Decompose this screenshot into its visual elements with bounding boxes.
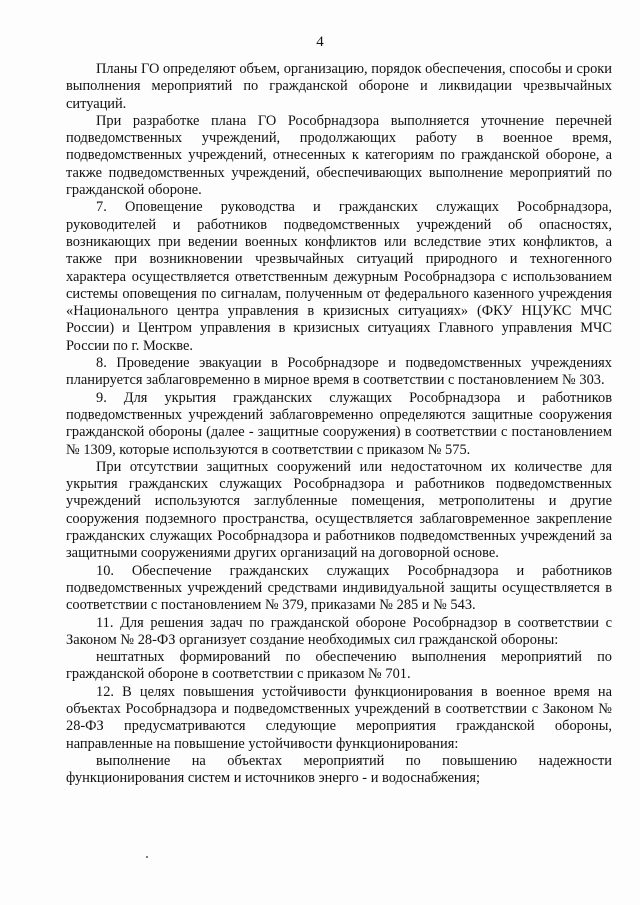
document-body <box>66 61 612 787</box>
paragraph-8-evacuation: 8. Проведение эвакуации в Рособрнадзоре и подведомственных учреждениях планируется заблаговременно в мирное время в соответствии с постановлением № 303. <box>66 355 612 389</box>
scan-speck <box>146 856 148 858</box>
paragraph-12-stability: 12. В целях повышения устойчивости функционирования в военное время на объектах Рособрнадзора и подведомственных учреждений в соответствии с Законом № 28-ФЗ предусматриваются следующие мероприятия гражданской обороны, направленные на повышение устойчивости функционирования: <box>66 683 612 752</box>
paragraph-go-plans: Планы ГО определяют объем, организацию, порядок обеспечения, способы и сроки выполнения мероприятий по гражданской обороне и ликвидации чрезвычайных ситуаций. <box>66 61 612 112</box>
paragraph-11-forces: 11. Для решения задач по гражданской обороне Рособрнадзор в соответствии с Законом № 28-ФЗ организует создание необходимых сил гражданской обороны: <box>66 614 612 648</box>
paragraph-9-shelters: 9. Для укрытия гражданских служащих Рособрнадзора и работников подведомственных учреждений заблаговременно определяются защитные сооружения гражданской обороны (далее - защитные сооружения) в соответствии с постановлением № 1309, которые используются в соответствии с приказом № 575. <box>66 389 612 458</box>
paragraph-10-protection: 10. Обеспечение гражданских служащих Рособрнадзора и работников подведомственных учреждений средствами индивидуальной защиты осуществляется в соответствии с постановлением № 379, приказами № 285 и № 543. <box>66 562 612 614</box>
page-number: 4 <box>316 34 324 50</box>
paragraph-7-notification: 7. Оповещение руководства и гражданских служащих Рособрнадзора, руководителей и работников подведомственных учреждений об опасностях, возникающих при ведении военных конфликтов или вследствие этих конфликтов, а также при возникновении чрезвычайных ситуаций природного и техногенного характера осуществляется ответственным дежурным Рособрнадзора с использованием системы оповещения по сигналам, полученным от федерального казенного учреждения «Национального центра управления в кризисных ситуациях» (ФКУ НЦУКС МЧС России) и Центром управления в кризисных ситуациях Главного управления МЧС России по г. Москве. <box>66 199 612 354</box>
paragraph-plan-development: При разработке плана ГО Рособрнадзора выполняется уточнение перечней подведомственных учреждений, продолжающих работу в военное время, подведомственных учреждений, отнесенных к категориям по гражданской обороне, а также подведомственных учреждений, обеспечивающих выполнение мероприятий по гражданской обороне. <box>66 112 612 199</box>
paragraph-non-staff-units: нештатных формирований по обеспечению выполнения мероприятий по гражданской обороне в соответствии с приказом № 701. <box>66 649 612 683</box>
paragraph-shelter-absence: При отсутствии защитных сооружений или недостаточном их количестве для укрытия гражданских служащих Рособрнадзора и работников подведомственных учреждений используются заглубленные помещения, метрополитены и другие сооружения подземного пространства, осуществляется заблаговременное закрепление гражданских служащих Рособрнадзора и работников подведомственных учреждений за защитными сооружениями других организаций на договорной основе. <box>66 458 612 562</box>
paragraph-reliability: выполнение на объектах мероприятий по повышению надежности функционирования систем и источников энерго - и водоснабжения; <box>66 752 612 787</box>
